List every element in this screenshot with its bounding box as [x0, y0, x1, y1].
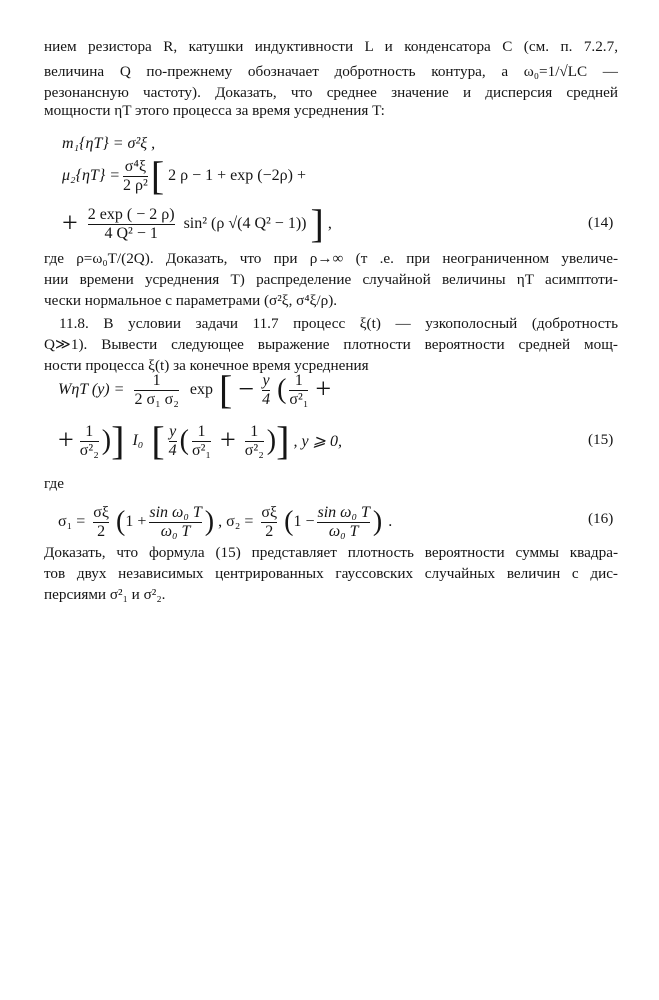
intro-line-3: резонансную частоту). Доказать, что среднее значение и дисперсия средней	[44, 84, 618, 101]
eq15-y-over-4	[262, 372, 270, 409]
eq14-mu2-num: σ⁴ξ	[124, 157, 147, 175]
eq15-s2sq: σ²₂	[79, 441, 99, 459]
eq15-open-paren-b: (	[179, 425, 189, 456]
after14-line-1: где ρ=ω₀T/(2Q). Доказать, что при ρ→∞ (т .е. при неограниченном увеличе-	[44, 250, 618, 267]
eq16-sxi-over-2	[93, 504, 109, 541]
final-line-3: персиями σ²₁ и σ²₂.	[44, 586, 166, 603]
eq15-y-num: y	[262, 371, 270, 389]
eq15-y-den: 4	[262, 390, 271, 408]
eq16-open-paren-2: (	[284, 506, 294, 537]
eq14-comma: ,	[327, 215, 332, 232]
eq15-one-2: 1	[85, 422, 94, 440]
final-line-2: тов двух независимых центрированных гауссовских случайных величин с дис-	[44, 565, 618, 582]
eq15-inv-s1-b	[192, 423, 211, 460]
eq16-s2-lhs: , σ₂ =	[218, 513, 254, 530]
eq14-mu2-fraction	[123, 158, 148, 195]
eq15-close-paren-b: )	[266, 425, 277, 456]
eq15-minus: −	[238, 374, 255, 405]
eq14-open-bracket: [	[150, 153, 165, 198]
eq14-close-bracket: ]	[310, 201, 324, 246]
intro-line-2: величина Q по-прежнему обозначает добротность контура, а ω₀=1/√LC —	[44, 63, 618, 80]
eq15-exp: exp	[189, 381, 213, 398]
problem-line-2: Q≫1). Вывести следующее выражение плотности вероятности средней мощ-	[44, 336, 618, 353]
eq15-plus-b: +	[220, 425, 236, 456]
eq16-one-minus: 1 −	[293, 513, 315, 530]
eq16-s1-lhs: σ₁ =	[58, 513, 86, 530]
eq16-sxi-over-2-b	[261, 504, 277, 541]
eq14-cont-fraction	[88, 206, 175, 243]
eq15-I0: I₀	[132, 432, 144, 449]
eq14-cont-plus: +	[62, 208, 78, 239]
eq16-sin-den-1: ω₀ T	[149, 522, 201, 541]
eq15-line-1	[58, 365, 331, 415]
eq15-inv-s2-b	[245, 423, 264, 460]
eq15-inv-s1	[289, 372, 308, 409]
eq15-s1sq: σ²₁	[289, 390, 309, 408]
eq16-sin-frac-2	[317, 504, 369, 541]
eq15-condition: , y ⩾ 0,	[293, 433, 342, 450]
eq16-end: .	[388, 513, 393, 530]
eq16-close-paren-1: )	[204, 506, 215, 537]
eq14-mu2-bracket: 2 ρ − 1 + exp (−2ρ) +	[168, 167, 306, 184]
eq16-sin-den-2: ω₀ T	[317, 522, 369, 541]
eq14-mu2	[62, 152, 306, 200]
eq14-cont-num: 2 exp ( − 2 ρ)	[87, 205, 175, 223]
eq14-mu2-lhs: μ₂{ηT} =	[62, 167, 121, 184]
eq16-sxi: σξ	[93, 503, 109, 521]
eq15-lhs: WηT (y) =	[58, 381, 125, 398]
where-label: где	[44, 475, 64, 492]
eq15-inv-s2	[80, 423, 99, 460]
after14-line-3: чески нормальное с параметрами (σ²ξ, σ⁴ξ/ρ).	[44, 292, 338, 309]
eq16-open-paren-1: (	[116, 506, 126, 537]
eq14-number: (14)	[588, 214, 614, 231]
eq15-I0-close-bracket: ]	[276, 418, 290, 463]
eq14-cont	[62, 200, 332, 248]
eq16-two: 2	[93, 522, 109, 541]
eq16-number: (16)	[588, 510, 614, 527]
eq15-close-paren: )	[101, 425, 112, 456]
intro-line-4: мощности ηT этого процесса за время усреднения T:	[44, 102, 385, 119]
eq15-line-2	[58, 416, 342, 466]
eq14-m1: m₁{ηT} = σ²ξ ,	[62, 135, 156, 152]
eq15-s1sq-b: σ²₁	[192, 441, 211, 459]
eq15-prefactor	[134, 372, 178, 409]
eq15-close-bracket: ]	[111, 418, 125, 463]
eq15-y-over-4-b	[169, 423, 177, 460]
eq15-open-paren: (	[277, 374, 287, 405]
eq16-one-plus: 1 +	[125, 513, 147, 530]
eq16-sin-num-2: sin ω₀ T	[317, 503, 370, 521]
after14-line-2: нии времени усреднения T) распределение случайной величины ηT асимптоти-	[44, 271, 618, 288]
eq16-sxi-b: σξ	[261, 503, 278, 521]
eq15-line2-plus: +	[58, 425, 74, 456]
eq15-den: 2 σ₁ σ₂	[134, 390, 179, 408]
problem-line-3: ности процесса ξ(t) за конечное время усреднения	[44, 357, 369, 374]
intro-line-1: нием резистора R, катушки индуктивности L и конденсатора C (см. п. 7.2.7,	[44, 38, 618, 55]
final-line-1: Доказать, что формула (15) представляет плотность вероятности суммы квадра-	[44, 544, 618, 561]
eq16-close-paren-2: )	[372, 506, 383, 537]
eq15-y-den-b: 4	[168, 441, 177, 459]
eq15-one-3: 1	[197, 422, 206, 440]
eq15-y-num-b: y	[169, 422, 177, 440]
problem-line-1: 11.8. В условии задачи 11.7 процесс ξ(t) — узкополосный (добротность	[59, 315, 618, 332]
eq15-plus: +	[315, 374, 332, 405]
eq15-number: (15)	[588, 431, 614, 448]
eq16	[58, 497, 392, 547]
eq15-open-bracket: [	[218, 367, 233, 412]
eq14-cont-den: 4 Q² − 1	[88, 224, 175, 243]
eq14-mu2-den: 2 ρ²	[123, 176, 148, 194]
eq16-sin-frac-1	[149, 504, 201, 541]
eq15-one: 1	[294, 371, 303, 389]
eq15-s2sq-b: σ²₂	[244, 441, 264, 459]
eq16-sin-num-1: sin ω₀ T	[149, 503, 202, 521]
eq15-one-4: 1	[250, 422, 259, 440]
eq15-num: 1	[152, 371, 161, 389]
eq15-I0-open-bracket: [	[151, 418, 165, 463]
eq14-cont-sin: sin² (ρ √(4 Q² − 1))	[183, 215, 307, 232]
eq16-two-b: 2	[261, 522, 277, 541]
